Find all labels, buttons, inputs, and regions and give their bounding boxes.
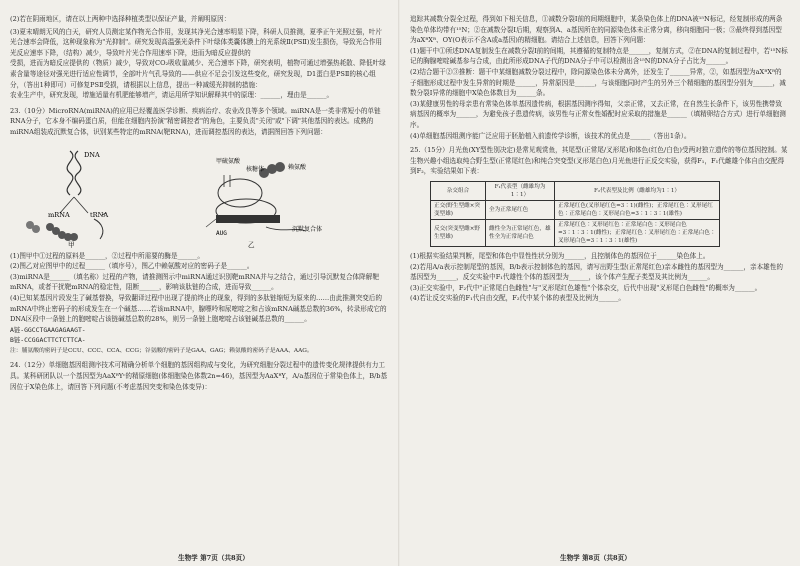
q24-sub-1: (1)题干中①所述DNA复制发生在减数分裂Ⅰ前的间期，其遵循的复制特点是______，复制方式，②在DNA的复制过程中，若¹⁵N标记的胸腺嘧啶碱基参与合成，由此所形成DNA子代的DNA分子中可以检测出含¹⁵N的DNA分子占比为______。 [410,46,788,66]
q23-stem: 23.（10分）MicroRNA(miRNA)的应用已经覆盖医学诊断、疾病治疗、农业改良等多个领域。miRNA是一类非常短小的单链RNA分子，它本身不编码蛋白质，但能在细胞内扮演"精密调控者"的角色，主要负责"关闭"或"下调"其他基因的表达。成熟的miRNA组装成沉默复合体，识别某些特定的mRNA(靶RNA)，进而调控基因的表达，请据图回答下列问题： [10,106,381,136]
q22-line-3b: 受损，进而为暗反应提供的（物质）减少，导致对CO₂吸收量减少、光合速率下降，研究表明，植物可通过增强热耗散、降低叶绿素含量等途径对强光进行适应性调节，全部叶片气孔导致的——供应不足会引发这些变化，研究发现，D1蛋白是PSⅡ的核心组分，（答出1种即可）可修复PSⅡ受损，请根据以上信息，提出一种减缓光抑制的措施： [10,59,386,89]
fig-label-dna: DNA [84,150,100,159]
q25-sub-3: (3)正交实验中，F₂代中"正常尾白色雌性"与"叉形尾红色雄性"个体杂交，后代中出现"叉形尾白色雌性"的概率为______。 [410,283,762,292]
q25-sub-4: (4)若让反交实验的F₁代自由交配，F₂代中某个体的表型及比例为______。 [410,294,625,303]
table-cell: 全为正常尾红色 [486,200,555,219]
fig-label-jia: 甲 [68,240,75,249]
fig-label-lys: 赖氨酸 [288,163,307,171]
fig-label-trna: tRNA [90,210,109,219]
q24-sub-4: (4)单细胞基因组测序能广泛应用于胚胎植入前遗传学诊断，该技术的优点是______（答出1条）。 [410,131,691,140]
fig-label-codon: AUG [216,229,227,237]
table-row [431,219,720,246]
dna-strand-b: B链-CCGGACTTCTCTTCA- [10,336,86,345]
q24-stem: 24.（12分）单细胞基因组测序技术可精确分析单个细胞的基因组构成与变化，为研究细胞分裂过程中的遗传变化规律提供有力工具。某科研团队以一个基因型为AaXᴮYᶜ的精原细胞(体细胞染色体数2n=46)，基因型为AaXᴮY，A/a基因位于常染色体上，B/b基因位于X染色体上，请回答下列问题(不考虑基因突变和染色体变异)： [10,361,388,391]
q23-sub-2: (2)图乙对应图甲中的过程______（填序号），图乙中赖氨酸对应的密码子是______。 [10,262,254,271]
q24-sub-2: (2)结合题干②③推断：题干中某细胞减数分裂过程中，除同源染色体未分离外，还发生了______异常，②，如基因型为aXᴮXᴮ的子细胞形成过程中发生异常的时期是______，异常原因是______，与该细胞同时产生的另外三个精细胞的基因型分别为______，减数分裂Ⅰ异常的细胞中X染色体数目为______条。 [410,67,786,98]
q23-sub-4: (4)已知某基因片段发生了碱基替换，导致翻译过程中出现了提前终止的现象，得到的多肽链缩短为原来的……由此推测突变后的mRNA中终止密码子的形成发生在一个碱基……若该mRNA中，腺嘌呤和尿嘧啶之和占该mRNA碱基总数的36%，转录形成它的DNA区段中一条链上的胞嘧啶占该链碱基总数的28%，则另一条链上胞嘧啶占该链碱基总数的______。 [10,293,387,324]
q25-sub-1: (1)根据实验结果判断，尾型和体色中显性性状分别为______，且控制体色的基因位于______染色体上。 [410,251,710,260]
table-cell: 正交(野生型雌×突变型雄) [431,200,486,219]
fig-label-mrna: mRNA [48,210,70,219]
figure-jia [26,151,109,241]
q25-sub-2: (2)若用A/a表示控制尾型的基因，B/b表示控制体色的基因，请写出野生型(正常尾红色)亲本雌性的基因型为______，亲本雄性的基因型为______，反交实验中F₁代雄性个体的基因型为______，该个体产生配子类型及其比例为______。 [410,262,783,282]
miRNA-diagram [10,141,388,249]
table-cell: 雌性全为正常尾红色，雄性全为正常尾白色 [486,219,555,246]
table-cell: 正常尾红色∶叉形尾红色∶正常尾白色∶叉形尾白色=3∶1∶3∶1(雌性)；正常尾红色∶叉形尾红色∶正常尾白色∶叉形尾白色=3∶1∶3∶1(雄性) [555,219,720,246]
table-cell: 反交(突变型雌×野生型雄) [431,219,486,246]
q23-sub-3: (3)miRNA是______（填名称）过程的产物，请推测图示中miRNA通过识别靶mRNA并与之结合，通过引导沉默复合体降解靶mRNA，或者干扰靶mRNA的稳定性，阻断______，影响该肽链的合成，进而导致______。 [10,272,379,292]
cross-results-table [430,181,720,247]
fig-label-silencing-complex: 沉默复合体 [292,225,323,233]
right-footer: 生物学 第8页（共8页） [560,554,631,562]
q22-line-4: 农业生产中，研究发现，增施适量有机肥能够增产，请运用所学知识解释其中的原理：______，理由是______。 [10,91,334,100]
codon-note: 注：脯氨酸的密码子是CCU、CCC、CCA、CCG；谷氨酸的密码子是GAA、GAG；赖氨酸的密码子是AAA、AAG。 [10,347,313,354]
dna-strand-a: A链-GGCCTGAAGAGAAGT- [10,325,86,334]
left-footer: 生物学 第7页（共8页） [178,554,249,562]
table-header-row [431,181,720,200]
q24-sub-3: (3)某健康男性的母亲患有常染色体单基因遗传病，根据基因测序得知，父亲正常，又去正常，在自然生长条件下，该男性携带致病基因的概率为______，为避免孩子患遗传病，该男性与正常女性婚配时应采取的措施是______（填精卵结合方式）进行单细胞测序。 [410,99,786,129]
fig-label-met: 甲硫氨酸 [216,157,241,165]
q22-line-3: (3)夏末晴朗无风的白天，研究人员测定某作物光合作用，发现其净光合速率明显下降，科研人员推测，夏季正午光照过强，叶片光合速率会降低，这种现象称为"光抑制"。研究发现高温强光条件下叶绿体类囊体膜上的光系统Ⅱ(PSⅡ)发生损伤，导致光合作用光反应速率下降，（结构）减少，导致叶片光合作用速率下降，进而为暗反应提供的 [10,27,383,57]
miRNA-figure [10,141,388,249]
fig-label-ribosome: 核糖体 [246,165,265,173]
q24-cont-0: 追踪其减数分裂全过程，得到如下相关信息，①减数分裂Ⅰ前的间期细胞中，某条染色体上的DNA被¹⁵N标记，经复制形成的两条染色单体均带有¹⁵N；②在减数分裂Ⅰ后期，观察到A、a基因所在的同源染色体未正常分离，移向细胞同一极；③最终得到基因型为aXᴮXᴮ、OY(O表示不含A或a基因)的精细胞。请结合上述信息，回答下列问题： [410,15,783,45]
q23-sub-1: (1)图甲中①过程的原料是______，②过程中所需要的酶是______。 [10,251,204,260]
fig-label-yi: 乙 [248,240,255,249]
table-cell: 正常尾红色(叉形尾红色=3∶1)(雌性)；正常尾红色∶叉形尾红色∶正常尾白色∶叉形尾白色=3∶1∶3∶1(雄性) [555,200,720,219]
left-column [10,14,388,392]
right-column [410,14,788,304]
page-fold [398,0,400,566]
q25-stem: 25.（15分）月光鱼(XY型性别决定)是常见观赏鱼，其尾型(正常尾/叉形尾)和体色(红色/白色)受两对独立遗传的等位基因控制。某生物兴趣小组选取纯合野生型(正常尾红色)和纯合突变型(叉形尾白色)月光鱼进行正反交实验，获得F₁，F₁代雌雄个体自由交配得到F₂，实验结果如下表： [410,146,788,176]
q22-line-2: (2)若在阴雨地区，请在以上两种中选择种植类型以保证产量，并阐明原因： [10,15,231,23]
table-header-cell: F₂代表型及比例（雌雄均为1∶1） [555,181,720,200]
table-row [431,200,720,219]
table-header-cell: 杂交组合 [431,181,486,200]
table-header-cell: F₁代表型（雌雄均为1∶1） [486,181,555,200]
